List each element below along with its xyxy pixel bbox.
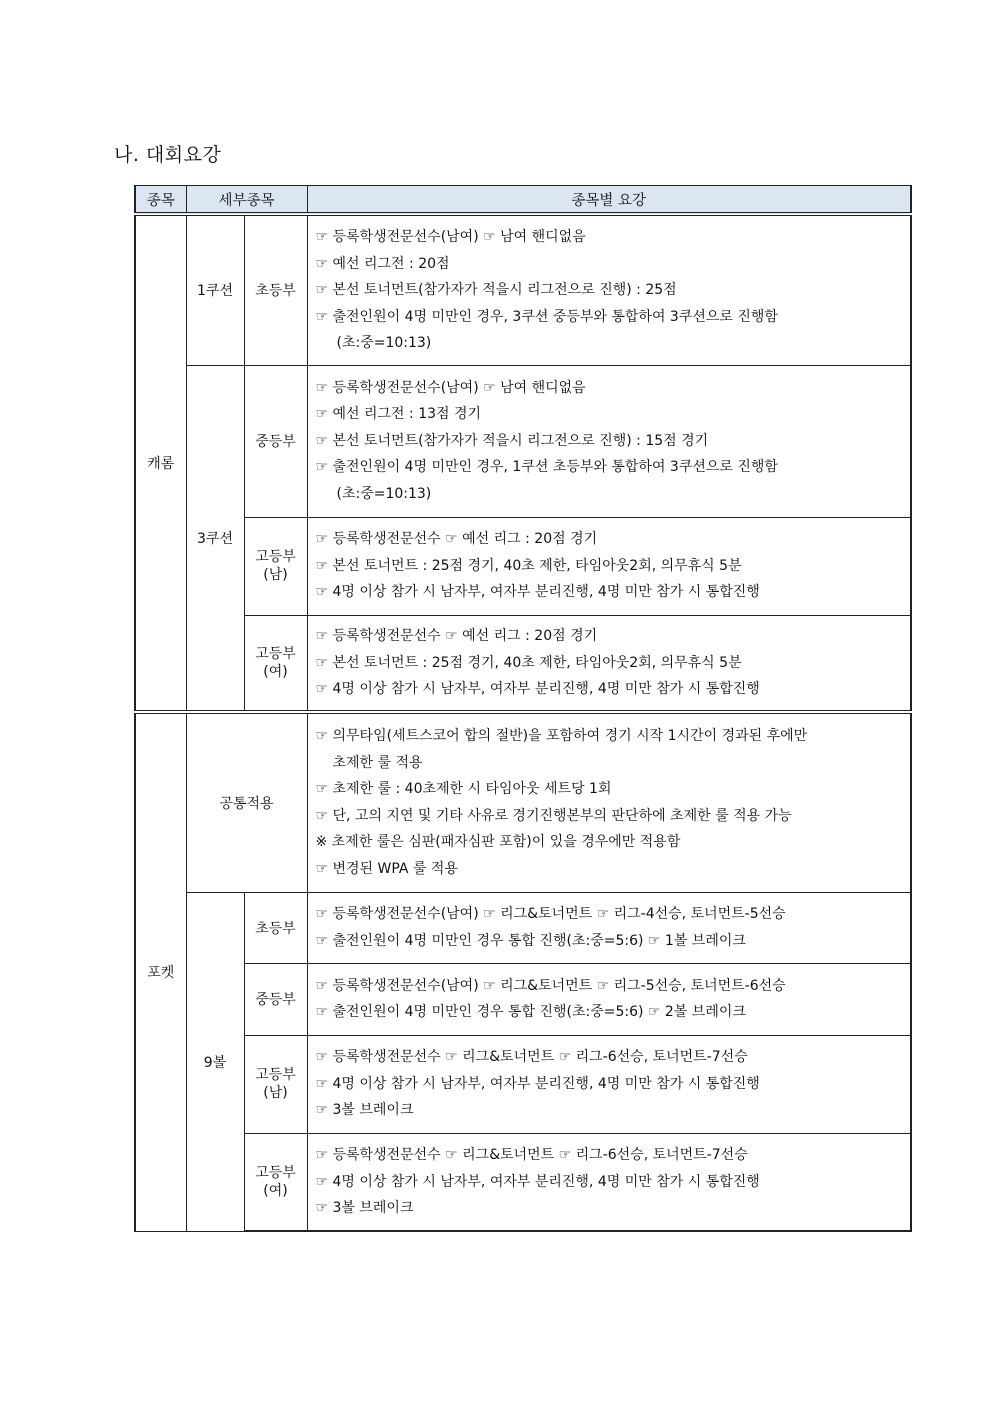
division-label-line: 고등부 [255, 549, 296, 565]
detail-line: ☞ 의무타임(세트스코어 합의 절반)을 포함하여 경기 시작 1시간이 경과된 후에만 [315, 728, 808, 745]
division-label: 초등부 [244, 214, 307, 365]
detail-line: ☞ 등록학생전문선수(남여) ☞ 리그&토너먼트 ☞ 리그-4선승, 토너먼트-5선승 [315, 906, 786, 922]
header-sub-category: 세부종목 [186, 186, 307, 215]
table-header-row [135, 186, 911, 215]
table-row [135, 517, 911, 615]
division-label: 초등부 [244, 892, 307, 963]
detail-line: 초제한 룰 적용 [332, 754, 423, 771]
detail-line: ☞ 본선 토너먼트 : 25점 경기, 40초 제한, 타임아웃2회, 의무휴식 5분 [315, 654, 742, 671]
details-cell [307, 1133, 911, 1231]
table-row [135, 1035, 911, 1133]
detail-line: ☞ 예선 리그전 : 13점 경기 [315, 406, 482, 423]
detail-line: ☞ 4명 이상 참가 시 남자부, 여자부 분리진행, 4명 미만 참가 시 통합진행 [315, 681, 760, 697]
detail-line: ☞ 등록학생전문선수(남여) ☞ 남여 핸디없음 [315, 379, 586, 396]
details-cell [307, 712, 911, 892]
detail-line: ☞ 4명 이상 참가 시 남자부, 여자부 분리진행, 4명 미만 참가 시 통합진행 [315, 584, 760, 601]
detail-line: ☞ 예선 리그전 : 20점 [315, 255, 450, 272]
sub-category-1cushion: 1쿠션 [186, 214, 244, 365]
detail-line: ☞ 4명 이상 참가 시 남자부, 여자부 분리진행, 4명 미만 참가 시 통합진행 [315, 1075, 760, 1092]
division-label-line: 고등부 [255, 1164, 296, 1181]
detail-line: (초:중=10:13) [336, 335, 432, 351]
detail-line: ☞ 초제한 룰 : 40초제한 시 타임아웃 세트당 1회 [315, 781, 612, 798]
division-label [244, 1035, 307, 1133]
table-row [135, 712, 911, 892]
detail-line: ☞ 등록학생전문선수 ☞ 리그&토너먼트 ☞ 리그-6선승, 토너먼트-7선승 [315, 1049, 748, 1066]
division-label: 중등부 [244, 963, 307, 1035]
division-label: 중등부 [244, 365, 307, 517]
table-row [135, 1133, 911, 1231]
detail-line: ☞ 등록학생전문선수(남여) ☞ 리그&토너먼트 ☞ 리그-5선승, 토너먼트-6선승 [315, 977, 786, 994]
sub-category-9ball: 9볼 [186, 892, 244, 1231]
table-row [135, 365, 911, 517]
detail-line: ☞ 변경된 WPA 룰 적용 [315, 860, 458, 877]
division-label-line: (여) [263, 663, 288, 680]
detail-line: ☞ 출전인원이 4명 미만인 경우 통합 진행(초:중=5:6) ☞ 1볼 브레이크 [315, 932, 746, 949]
detail-line: ☞ 본선 토너먼트(참가자가 적을시 리그전으로 진행) : 25점 [315, 282, 677, 298]
division-label-line: (여) [263, 1182, 288, 1199]
details-cell [307, 1035, 911, 1133]
detail-line: ☞ 등록학생전문선수 ☞ 예선 리그 : 20점 경기 [315, 628, 598, 644]
table-row [135, 214, 911, 365]
details-cell [307, 517, 911, 615]
table-row [135, 892, 911, 963]
division-label [244, 615, 307, 712]
division-label [244, 1133, 307, 1231]
section-heading: 나. 대회요강 [114, 144, 222, 166]
division-label-line: (남) [263, 567, 288, 583]
competition-rules-table [134, 185, 912, 1232]
header-details: 종목별 요강 [307, 186, 911, 215]
details-cell [307, 892, 911, 963]
details-cell [307, 365, 911, 517]
details-cell [307, 963, 911, 1035]
sub-category-3cushion: 3쿠션 [186, 365, 244, 712]
detail-line: ☞ 3볼 브레이크 [315, 1200, 414, 1216]
detail-line: ☞ 등록학생전문선수 ☞ 예선 리그 : 20점 경기 [315, 531, 598, 548]
division-label-line: 고등부 [255, 1067, 296, 1083]
category-carom: 캐롬 [135, 214, 186, 712]
detail-line: ☞ 출전인원이 4명 미만인 경우, 1쿠션 초등부와 통합하여 3쿠션으로 진행함 [315, 459, 778, 476]
detail-line: ※ 초제한 룰은 심판(패자심판 포함)이 있을 경우에만 적용함 [315, 834, 681, 851]
detail-line: ☞ 본선 토너먼트(참가자가 적을시 리그전으로 진행) : 15점 경기 [315, 432, 709, 449]
division-label [244, 517, 307, 615]
details-cell [307, 615, 911, 712]
detail-line: ☞ 3볼 브레이크 [315, 1102, 414, 1119]
detail-line: ☞ 출전인원이 4명 미만인 경우, 3쿠션 중등부와 통합하여 3쿠션으로 진행함 [315, 308, 778, 325]
detail-line: ☞ 본선 토너먼트 : 25점 경기, 40초 제한, 타임아웃2회, 의무휴식 5분 [315, 557, 742, 574]
category-pocket: 포켓 [135, 712, 186, 1231]
detail-line: ☞ 4명 이상 참가 시 남자부, 여자부 분리진행, 4명 미만 참가 시 통합진행 [315, 1173, 760, 1190]
details-cell [307, 214, 911, 365]
table-row [135, 615, 911, 712]
division-label-line: (남) [263, 1085, 288, 1101]
division-label-line: 고등부 [255, 645, 296, 662]
detail-line: (초:중=10:13) [336, 485, 432, 502]
header-category: 종목 [135, 186, 186, 215]
common-label: 공통적용 [186, 712, 307, 892]
detail-line: ☞ 단, 고의 지연 및 기타 사유로 경기진행본부의 판단하에 초제한 룰 적용 가능 [315, 807, 792, 824]
detail-line: ☞ 등록학생전문선수(남여) ☞ 남여 핸디없음 [315, 229, 586, 245]
detail-line: ☞ 출전인원이 4명 미만인 경우 통합 진행(초:중=5:6) ☞ 2볼 브레이크 [315, 1004, 746, 1020]
detail-line: ☞ 등록학생전문선수 ☞ 리그&토너먼트 ☞ 리그-6선승, 토너먼트-7선승 [315, 1147, 748, 1163]
table-row [135, 963, 911, 1035]
